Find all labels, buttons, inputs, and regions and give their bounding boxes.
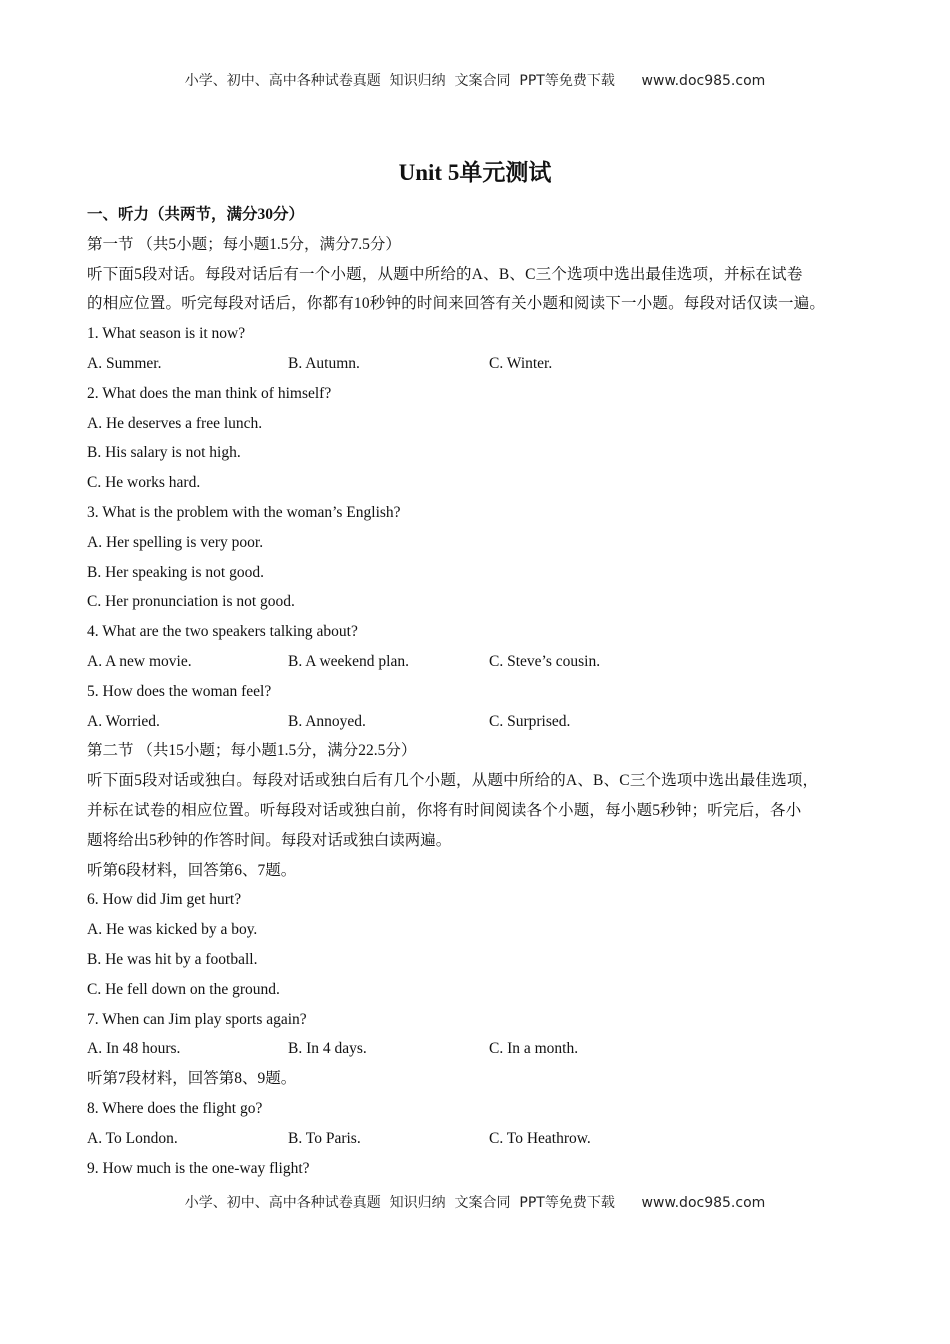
option-c: C. He fell down on the ground. [87, 980, 280, 998]
question-6: 6. How did Jim get hurt? [87, 891, 242, 909]
option-b: B. Her speaking is not good. [87, 563, 264, 581]
page-title: Unit 5单元测试 [398, 160, 552, 185]
question-5: 5. How does the woman feel? [87, 682, 272, 700]
question-8-options [87, 1124, 877, 1154]
option-a: A. He was kicked by a boy. [87, 921, 258, 939]
part2-instructions-line3: 题将给出5秒钟的作答时间。每段对话或独白读两遍。 [87, 831, 452, 849]
option-a: A. In 48 hours. [87, 1040, 181, 1058]
part2-heading: 第二节 （共15小题；每小题1.5分，满分22.5分） [87, 742, 417, 760]
part1-heading: 第一节 （共5小题；每小题1.5分，满分7.5分） [87, 235, 401, 253]
option-b: B. In 4 days. [288, 1040, 367, 1058]
question-7-options [87, 1034, 877, 1064]
part1-instructions-line1: 听下面5段对话。每段对话后有一个小题，从题中所给的A、B、C三个选项中选出最佳选项，并标在试卷 [87, 265, 803, 283]
page-footer: 小学、初中、高中各种试卷真题 知识归纳 文案合同 PPT等免费下载 www.doc985.com [184, 1195, 766, 1211]
question-4: 4. What are the two speakers talking about? [87, 623, 358, 641]
option-c: C. He works hard. [87, 474, 201, 492]
question-1: 1. What season is it now? [87, 325, 246, 343]
option-c: C. Her pronunciation is not good. [87, 593, 295, 611]
option-a: A. A new movie. [87, 652, 192, 670]
option-b: B. He was hit by a football. [87, 950, 258, 968]
material-6-note: 听第6段材料，回答第6、7题。 [87, 861, 297, 879]
question-2: 2. What does the man think of himself? [87, 384, 332, 402]
part1-instructions-line2: 的相应位置。听完每段对话后，你都有10秒钟的时间来回答有关小题和阅读下一小题。每段对话仅读一遍。 [87, 295, 826, 313]
page-header: 小学、初中、高中各种试卷真题 知识归纳 文案合同 PPT等免费下载 www.doc985.com [184, 73, 766, 89]
option-a: A. To London. [87, 1129, 178, 1147]
option-a: A. He deserves a free lunch. [87, 414, 263, 432]
option-b: B. A weekend plan. [288, 652, 409, 670]
section-heading-listening: 一、听力（共两节，满分30分） [87, 206, 305, 223]
part2-instructions-line1: 听下面5段对话或独白。每段对话或独白后有几个小题，从题中所给的A、B、C三个选项中选出最佳选项， [87, 772, 819, 790]
option-c: C. Winter. [489, 354, 553, 372]
question-9: 9. How much is the one-way flight? [87, 1159, 310, 1177]
option-a: A. Worried. [87, 712, 160, 730]
question-4-options [87, 647, 877, 677]
option-c: C. Steve’s cousin. [489, 652, 601, 670]
question-7: 7. When can Jim play sports again? [87, 1010, 307, 1028]
option-b: B. His salary is not high. [87, 444, 241, 462]
option-b: B. Autumn. [288, 354, 360, 372]
option-c: C. In a month. [489, 1040, 579, 1058]
question-3: 3. What is the problem with the woman’s English? [87, 503, 401, 521]
question-1-options [87, 349, 877, 379]
option-b: B. Annoyed. [288, 712, 366, 730]
material-7-note: 听第7段材料，回答第8、9题。 [87, 1070, 297, 1088]
question-8: 8. Where does the flight go? [87, 1099, 263, 1117]
option-c: C. Surprised. [489, 712, 571, 730]
option-a: A. Summer. [87, 354, 162, 372]
question-5-options [87, 707, 877, 737]
option-a: A. Her spelling is very poor. [87, 533, 264, 551]
option-b: B. To Paris. [288, 1129, 361, 1147]
part2-instructions-line2: 并标在试卷的相应位置。听每段对话或独白前，你将有时间阅读各个小题，每小题5秒钟；听完后，各小 [87, 801, 802, 819]
exam-content [87, 200, 877, 1183]
option-c: C. To Heathrow. [489, 1129, 591, 1147]
